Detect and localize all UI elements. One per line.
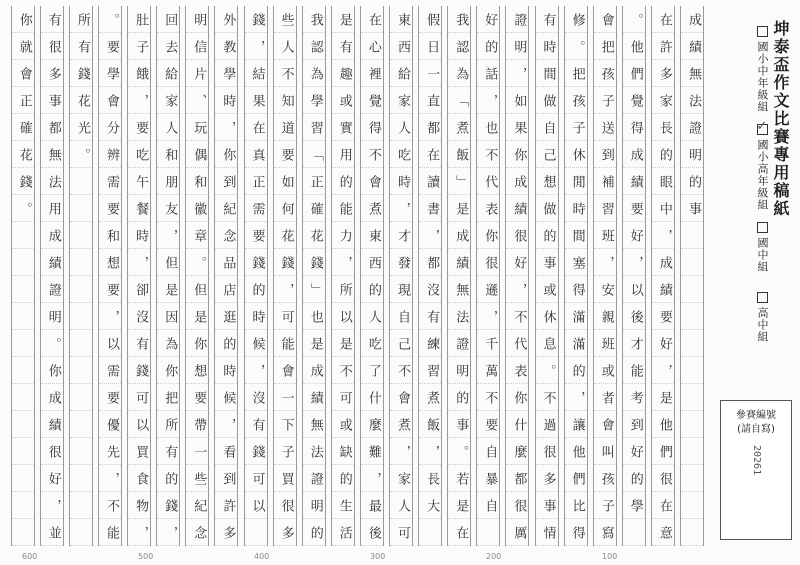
text-column [447,6,471,553]
sheet-header [712,6,796,551]
text-column [185,6,209,553]
column-text: 修。把孩子休閒時間塞得滿滿的，讓他們比得 [569,13,585,553]
reference-note: (請自寫) [737,424,775,435]
text-column [40,6,64,553]
column-text: 會把孩子送到補習班，安親班或者會叫孩子寫 [598,13,614,553]
char-counter: 400 [254,552,270,561]
checkbox[interactable] [757,26,768,37]
option-label: 國小中年級組 [756,41,769,113]
option-label: 高中組 [756,307,769,343]
sheet-title: 坤泰盃作文比賽專用稿紙 [771,20,790,218]
char-counter: 200 [486,552,502,561]
column-text: 所有錢花光。 [74,13,90,175]
column-text: 假日一直都在讀書，都沒有練習煮飯，長大 [424,13,440,526]
reference-number-box [720,400,792,540]
char-counter: 100 [602,552,618,561]
column-text: 在心裡覺得不會煮東西的人吃了什麼難，最後 [365,13,381,553]
option-senior-high[interactable] [750,292,770,343]
column-text: 錢，結果在真正需要錢的時候，沒有錢可以 [249,13,265,526]
column-text: 明信片、玩偶和徽章。但是你想要帶一些紀念 [191,13,207,553]
column-text: 東西給家人吃時，才發現自己不會煮，家人可 [395,13,410,553]
text-column [476,6,500,546]
reference-number: 20261 [751,445,762,476]
text-column [273,6,297,553]
char-counter: 600 [22,552,38,561]
text-column [680,6,704,546]
text-column [156,6,180,553]
checkbox[interactable] [757,222,768,233]
text-column [505,6,529,553]
checkbox-checked[interactable]: ✓ [756,119,769,134]
text-column [11,6,35,546]
column-text: 我認為學習「正確花錢」也是成績無法證明的 [307,13,323,553]
column-text: 肚子餓，要吃午餐時，卻沒有錢可以買食物， [133,13,149,553]
column-text: 回去給家人和朋友，但是因為你把所有的錢， [162,13,178,553]
column-text: 是有趣或實用的能力，所以是不可或缺的生活 [336,13,352,553]
char-counter: 500 [138,552,154,561]
checkbox[interactable] [757,292,768,303]
text-column [622,6,646,546]
text-column [98,6,122,553]
column-text: 證明，如果你成績很好，不代表你什麼都很厲 [511,13,527,553]
text-column [244,6,268,546]
column-text: 在許多家長的眼中，成績要好，是他們很在意 [656,13,672,553]
text-column [418,6,442,546]
option-elementary-middle[interactable] [750,26,770,113]
option-label: 國中組 [756,237,769,273]
text-column [651,6,675,553]
text-column [593,6,617,553]
text-column [69,6,93,546]
column-text: 成績無法證明的事 [686,13,701,229]
column-text: 我認為「煮飯」是成績無法證明的事。若是在 [453,13,469,553]
column-text: 有很多事都無法用成績證明。你成績很好，並 [45,13,61,553]
column-text: 些人不知道要如何花錢，可能會一下子買很多 [278,13,294,553]
column-text: 外教學時，你到紀念品店逛的時候，看到許多 [220,13,236,553]
column-text: 。他們覺得成績要好，以後才能考到好的學 [627,13,643,526]
text-column [302,6,326,553]
text-column [360,6,384,553]
text-column [127,6,151,553]
text-column [535,6,559,553]
text-column [214,6,238,553]
text-column [389,6,413,553]
option-label: 國小高年級組 [756,139,769,211]
option-elementary-upper[interactable] [750,119,770,211]
writing-grid [4,6,704,551]
column-text: 有時間做自己想做的事或休息。不過很多事情 [540,13,556,553]
text-column [331,6,355,553]
column-text: 你就會正確花錢。 [16,13,32,229]
option-junior-high[interactable] [750,222,770,273]
reference-title: 參賽編號 [736,410,776,421]
column-text: 。要學會分辨需要和想要，以需要優先，不能 [104,13,119,553]
column-text: 好的話，也不代表你很遜，千萬不要自暴自 [482,13,498,526]
char-counter: 300 [370,552,386,561]
text-column [564,6,588,553]
